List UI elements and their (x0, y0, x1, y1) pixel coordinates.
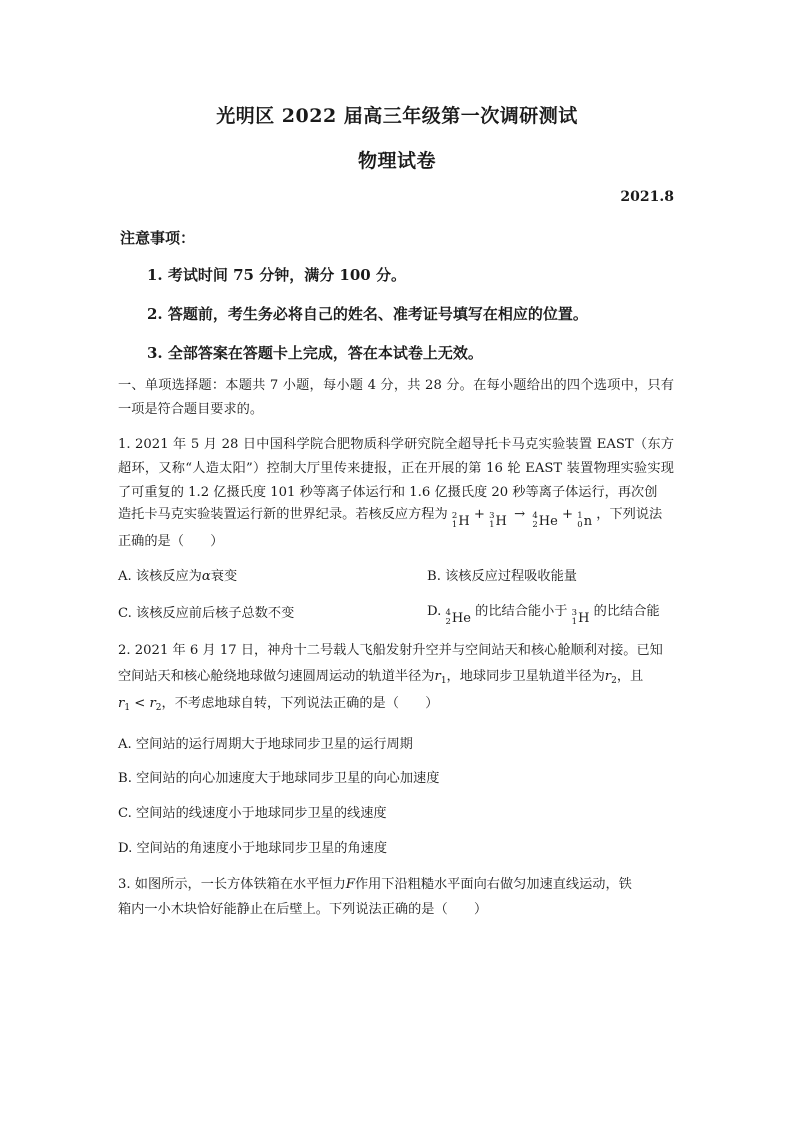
nuclide-tritium: 3 1 H (489, 511, 507, 530)
q2-option-a[interactable]: A. 空间站的运行周期大于地球同步卫星的运行周期 (118, 737, 413, 752)
q3-stem-line2: 箱内一小木块恰好能静止在后壁上。下列说法正确的是（ ） (118, 902, 488, 917)
q1-option-d[interactable]: D. 4 2 He 的比结合能小于 3 1 H 的比结合能 (427, 604, 660, 627)
section-heading: 一、单项选择题：本题共 7 小题，每小题 4 分，共 28 分。在每小题给出的四个选项中，只有一项是符合题目要求的。 (118, 378, 674, 417)
exam-subtitle: 物理试卷 (357, 150, 436, 172)
q2-option-c[interactable]: C. 空间站的线速度小于地球同步卫星的线速度 (118, 806, 387, 821)
nuclide-neutron: 1 0 n (577, 511, 593, 530)
q2-option-b[interactable]: B. 空间站的向心加速度大于地球同步卫星的向心加速度 (118, 771, 440, 786)
q1-stem: 1. 2021 年 5 月 28 日中国科学院合肥物质科学研究院全超导托卡马克实验装置 EAST（东方超环，又称“人造太阳”）控制大厅里传来捷报，正在开展的第 16 轮 EAST 装置物理实验实现了可重复的 1.2 亿摄氏度 101 秒等离子体运行和 1.6 亿摄氏度 20 秒等离子体运行，再次创 (118, 437, 674, 500)
q2-stem-line2: 空间站天和核心舱绕地球做匀速圆周运动的轨道半径为$r_1$，地球同步卫星轨道半径为$r_2$，且 (118, 669, 644, 686)
q1-stem-end: 正确的是（ ） (118, 534, 224, 549)
q1-option-b[interactable]: B. 该核反应过程吸收能量 (427, 569, 577, 584)
nuclide-helium: 4 2 He (445, 608, 471, 627)
exam-title: 光明区 2022 届高三年级第一次调研测试 (216, 105, 578, 127)
notice-heading: 注意事项： (120, 229, 196, 247)
notice-item: 2. 答题前，考生务必将自己的姓名、准考证号填写在相应的位置。 (147, 305, 588, 323)
exam-date: 2021.8 (620, 189, 674, 205)
q1-stem-equation-line (118, 503, 662, 530)
q1-option-c[interactable]: C. 该核反应前后核子总数不变 (118, 606, 295, 621)
notice-item: 1. 考试时间 75 分钟，满分 100 分。 (147, 266, 406, 284)
q2-option-d[interactable]: D. 空间站的角速度小于地球同步卫星的角速度 (118, 841, 388, 856)
q1-stem-text: 造托卡马克实验装置运行新的世界纪录。若核反应方程为 (118, 507, 448, 522)
reaction-arrow: → (514, 507, 526, 522)
q1-stem-text: ，下列说法 (596, 507, 663, 522)
nuclide-helium: 4 2 He (532, 511, 558, 530)
q2-stem-line3: $r_1 < r_2$，不考虑地球自转，下列说法正确的是（ ） (118, 696, 439, 713)
notice-item: 3. 全部答案在答题卡上完成，答在本试卷上无效。 (147, 344, 483, 362)
nuclide-deuterium: 2 1 H (451, 511, 470, 530)
q1-option-a[interactable]: A. 该核反应为α衰变 (118, 569, 238, 584)
q2-stem: 2. 2021 年 6 月 17 日，神舟十二号载人飞船发射升空并与空间站天和核心舱顺利对接。已知 (118, 643, 663, 658)
q3-stem: 3. 如图所示，一长方体铁箱在水平恒力F作用下沿粗糙水平面向右做匀加速直线运动，铁 (118, 877, 632, 892)
nuclide-tritium: 3 1 H (571, 608, 590, 627)
plus-sign: + (562, 507, 574, 522)
plus-sign: + (473, 507, 485, 522)
